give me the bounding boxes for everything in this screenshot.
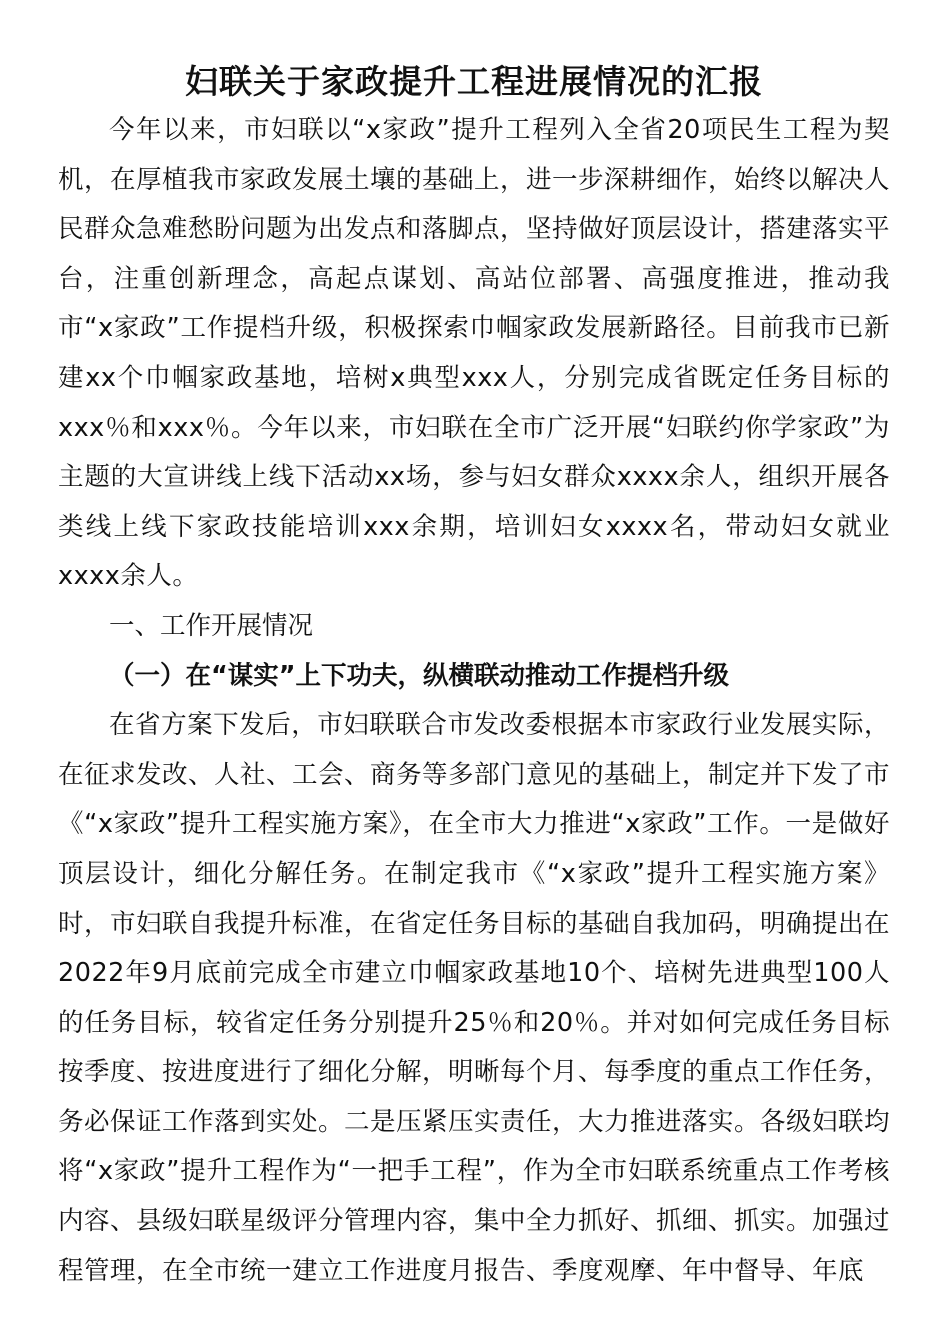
- subsection-heading: （一）在“谋实”上下功夫，纵横联动推动工作提档升级: [109, 660, 730, 691]
- section-heading: 一、工作开展情况: [109, 610, 314, 641]
- document-title: 妇联关于家政提升工程进展情况的汇报: [185, 62, 763, 101]
- intro-paragraph: 今年以来，市妇联以“x家政”提升工程列入全省20项民生工程为契机，在厚植我市家政发展土壤的基础上，进一步深耕细作，始终以解决人民群众急难愁盼问题为出发点和落脚点，坚持做好顶层设计，搭建落实平台，注重创新理念，高起点谋划、高站位部署、高强度推进，推动我市“x家政”工作提档升级，积极探索巾帼家政发展新路径。目前我市已新建xx个巾帼家政基地，培树x典型xxx人，分别完成省既定任务目标的xxx％和xxx％。今年以来，市妇联在全市广泛开展“妇联约你学家政”为主题的大宣讲线上线下活动xx场，参与妇女群众xxxx余人，组织开展各类线上线下家政技能培训xxx余期，培训妇女xxxx名，带动妇女就业xxxx余人。: [58, 115, 891, 592]
- document-page: [58, 58, 890, 1296]
- body-paragraph: 在省方案下发后，市妇联联合市发改委根据本市家政行业发展实际，在征求发改、人社、工会、商务等多部门意见的基础上，制定并下发了市《“x家政”提升工程实施方案》，在全市大力推进“x家政”工作。一是做好顶层设计，细化分解任务。在制定我市《“x家政”提升工程实施方案》时，市妇联自我提升标准，在省定任务目标的基础自我加码，明确提出在2022年9月底前完成全市建立巾帼家政基地10个、培树先进典型100人的任务目标，较省定任务分别提升25％和20％。并对如何完成任务目标按季度、按进度进行了细化分解，明晰每个月、每季度的重点工作任务，务必保证工作落到实处。二是压紧压实责任，大力推进落实。各级妇联均将“x家政”提升工程作为“一把手工程”，作为全市妇联系统重点工作考核内容、县级妇联星级评分管理内容，集中全力抓好、抓细、抓实。加强过程管理，在全市统一建立工作进度月报告、季度观摩、年中督导、年底: [58, 710, 891, 1286]
